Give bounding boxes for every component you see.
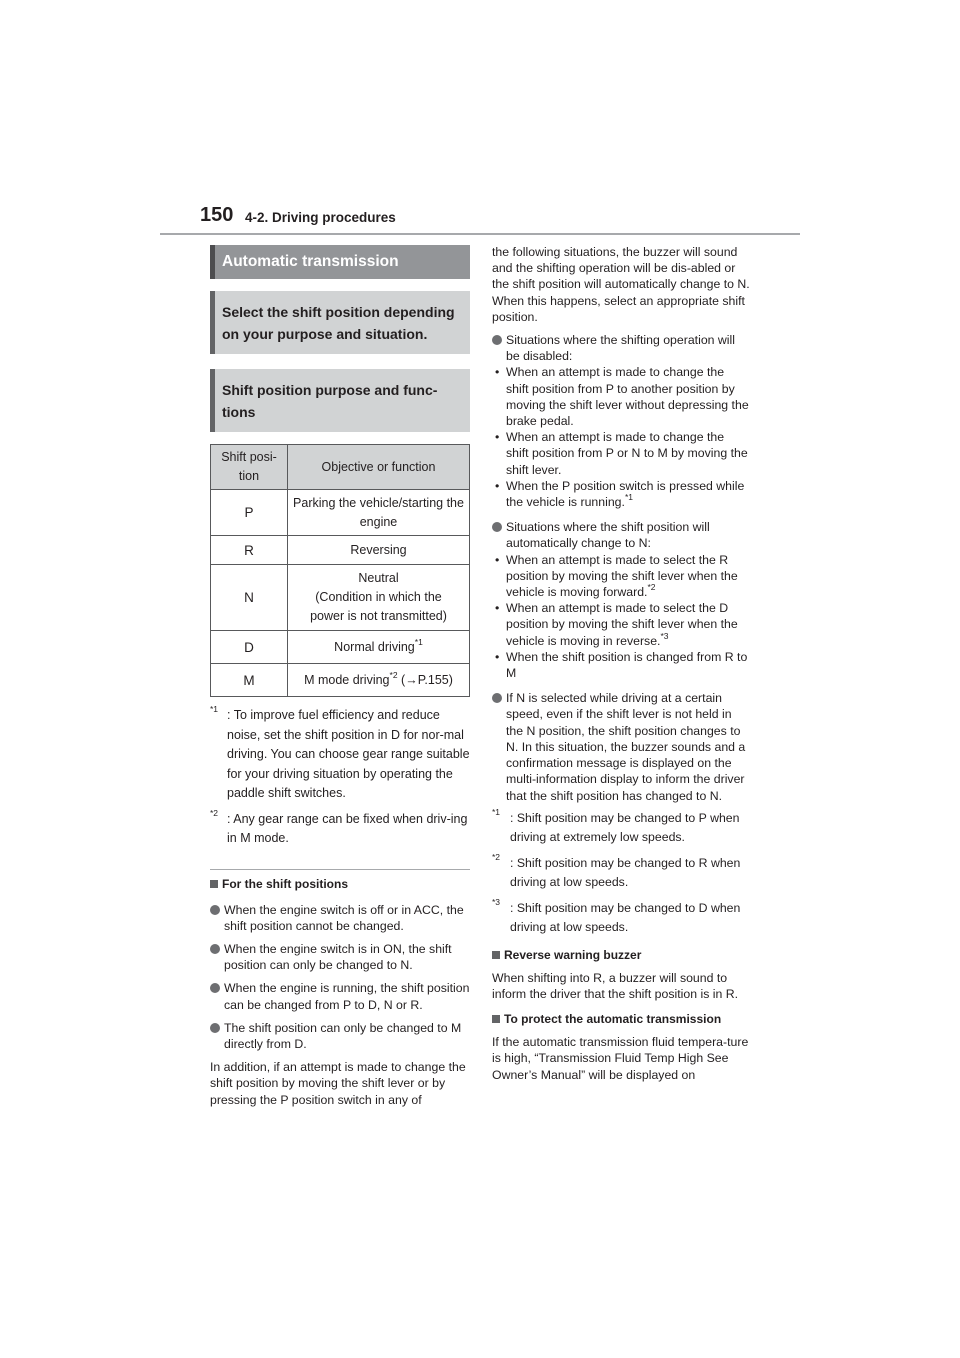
sub-list-item — [492, 552, 750, 601]
circle-bullet-icon — [492, 693, 502, 703]
list-item-text: When the engine switch is off or in ACC, the shift position cannot be changed. — [224, 902, 464, 933]
dot-marker: • — [495, 365, 500, 380]
function-line: Neutral — [358, 571, 399, 585]
table-row — [211, 631, 470, 664]
footnote-text: : Shift position may be changed to R when driving at low speeds. — [510, 855, 741, 890]
dot-marker: • — [495, 478, 500, 493]
square-bullet-icon — [492, 1015, 500, 1023]
left-column — [210, 245, 470, 1108]
shift-position-table — [210, 444, 470, 697]
subsection-heading — [492, 1011, 750, 1028]
right-column — [492, 244, 750, 1083]
circle-bullet-icon — [492, 522, 502, 532]
shift-function — [288, 631, 470, 664]
sub-list — [492, 364, 750, 510]
footnote: *2 : Shift position may be changed to R when driving at low speeds. — [492, 851, 741, 890]
circle-bullet-icon — [210, 944, 220, 954]
footnote-text: : To improve fuel efficiency and reduce noise, set the shift position in D for nor-mal driving. You can choose gear range suitable for your driving situation by operating the paddle shift switches. — [227, 708, 470, 800]
footnote: *2 : Any gear range can be fixed when driv-ing in M mode. — [210, 807, 468, 845]
sub-list-text: When an attempt is made to change the shift position from P to another position by moving the shift lever without depressing the brake pedal. — [506, 365, 749, 429]
sub-list-item — [492, 649, 750, 681]
sub-list-text: When an attempt is made to change the shift position from P or N to M by moving the shift lever. — [506, 430, 748, 477]
section-heading: Automatic transmission — [222, 253, 399, 270]
sub-list-item — [492, 364, 750, 429]
sub-list-text: When an attempt is made to select the D position by moving the shift lever when the vehicle is moving in reverse. — [506, 601, 738, 648]
list-item — [210, 980, 470, 1012]
subsection-heading-text: To protect the automatic transmission — [504, 1012, 722, 1027]
footnote-text: : Any gear range can be fixed when driv-ing in M mode. — [227, 811, 468, 845]
subsection-heading — [210, 876, 470, 893]
section-heading-bar — [210, 245, 470, 279]
circle-bullet-icon — [210, 905, 220, 915]
square-bullet-icon — [210, 880, 218, 888]
sub-list-item — [492, 600, 750, 649]
footnote: *1 : To improve fuel efficiency and reduce noise, set the shift position in D for nor-mal driving. You can choose gear range suitable for your driving situation by operating the paddle shift switches. — [210, 704, 470, 800]
intro-text: Select the shift position depending on your purpose and situation. — [222, 304, 455, 342]
list-item — [492, 519, 750, 551]
footnote-text: : Shift position may be changed to P when driving at extremely low speeds. — [510, 810, 740, 845]
list-item — [492, 690, 750, 803]
sub-list-item — [492, 478, 750, 510]
list-item-text: When the engine is running, the shift position can be changed from P to D, N or R. — [224, 981, 470, 1012]
table-row — [211, 664, 470, 697]
shift-position: N — [211, 565, 288, 631]
table-header-row — [211, 445, 470, 490]
subsection-heading — [492, 947, 750, 964]
list-item — [210, 1020, 470, 1052]
sub-list-text: When the P position switch is pressed while the vehicle is running. — [506, 478, 745, 510]
list-item-text: Situations where the shift position will automatically change to N: — [506, 520, 710, 551]
dot-marker: • — [495, 552, 500, 567]
intro-box — [210, 291, 470, 354]
shift-position: M — [211, 664, 288, 697]
footnote-mark: *2 — [647, 582, 656, 593]
shift-function — [288, 565, 470, 631]
shift-position: P — [211, 490, 288, 536]
function-line: (Condition in which the — [315, 590, 442, 604]
shift-position: R — [211, 536, 288, 565]
section-title: 4-2. Driving procedures — [245, 210, 396, 225]
table-row — [211, 490, 470, 536]
list-item — [210, 902, 470, 934]
footnote-text: : Shift position may be changed to D when driving at low speeds. — [510, 900, 741, 935]
list-item-text: If N is selected while driving at a certain speed, even if the shift lever is not held in the N position, the shift position changes to N. In this situation, the buzzer sounds and a confirmation message is displayed on the multi-information display to inform the driver that the shift position has changed to N. — [506, 691, 746, 803]
list-item-text: Situations where the shifting operation will be disabled: — [506, 333, 735, 364]
circle-bullet-icon — [492, 335, 502, 345]
footnote-mark: *1 — [624, 492, 633, 503]
function-text: M mode driving — [304, 672, 390, 687]
dot-marker: • — [495, 601, 500, 616]
dot-marker: • — [495, 430, 500, 445]
subtitle-text: Shift position purpose and func-tions — [222, 382, 438, 420]
shift-function: Parking the vehicle/starting the engine — [288, 490, 470, 536]
subtitle-box — [210, 369, 470, 432]
shift-function — [288, 664, 470, 697]
footnote-mark: *1 — [414, 636, 423, 647]
square-bullet-icon — [492, 951, 500, 959]
paragraph: If the automatic transmission fluid tempera-ture is high, “Transmission Fluid Temp High See Owner’s Manual” will be displayed on — [492, 1035, 749, 1082]
sub-list — [492, 552, 750, 682]
circle-bullet-icon — [210, 1023, 220, 1033]
footnotes — [210, 706, 470, 849]
footnote-mark: *3 — [660, 630, 669, 641]
function-line: power is not transmitted) — [310, 609, 447, 623]
paragraph: In addition, if an attempt is made to change the shift position by moving the shift lever or by pressing the P position switch in any of — [210, 1060, 466, 1107]
paragraph: When shifting into R, a buzzer will sound to inform the driver that the shift position is in R. — [492, 970, 739, 1001]
shift-function: Reversing — [288, 536, 470, 565]
dot-marker: • — [495, 649, 500, 664]
footnote: *3 : Shift position may be changed to D when driving at low speeds. — [492, 896, 741, 935]
page-reference: (→P.155) — [397, 672, 453, 687]
table-header: Objective or function — [288, 445, 470, 490]
paragraph: the following situations, the buzzer will sound and the shifting operation will be dis-abled or the shift position will automatically change to N. When this happens, select an appropriate shift position. — [492, 245, 750, 324]
function-text: Normal driving — [334, 639, 415, 654]
footnote-mark: *2 — [389, 669, 398, 680]
sub-list-text: When an attempt is made to select the R position by moving the shift lever when the vehicle is moving forward. — [506, 552, 738, 600]
table-row — [211, 565, 470, 631]
table-header: Shift posi-tion — [211, 445, 288, 490]
list-item-text: The shift position can only be changed to M directly from D. — [224, 1020, 462, 1051]
page-number: 150 — [200, 204, 234, 226]
header-rule — [160, 233, 800, 235]
list-item — [492, 332, 750, 364]
subsection-heading-text: For the shift positions — [222, 876, 348, 891]
footnote: *1 : Shift position may be changed to P when driving at extremely low speeds. — [492, 806, 740, 845]
shift-position: D — [211, 631, 288, 664]
subsection-heading-text: Reverse warning buzzer — [504, 947, 642, 962]
table-row — [211, 536, 470, 565]
list-item — [210, 941, 470, 973]
section-divider — [210, 869, 470, 870]
sub-list-item — [492, 429, 750, 478]
sub-list-text: When the shift position is changed from R to M — [506, 649, 748, 681]
circle-bullet-icon — [210, 983, 220, 993]
list-item-text: When the engine switch is in ON, the shift position can only be changed to N. — [224, 941, 452, 973]
